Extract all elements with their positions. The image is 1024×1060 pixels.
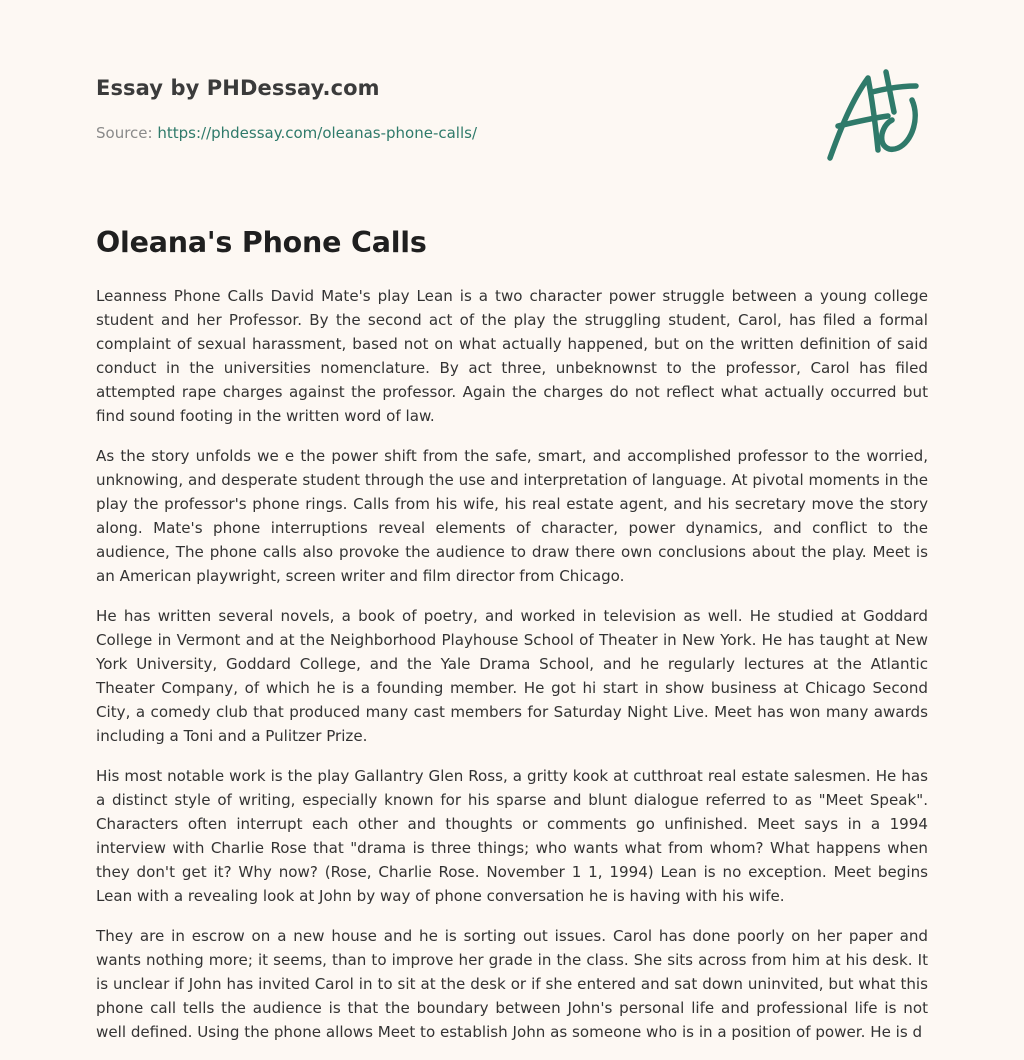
source-line bbox=[96, 124, 477, 142]
article-title: Oleana's Phone Calls bbox=[96, 226, 427, 259]
paragraph: As the story unfolds we e the power shift from the safe, smart, and accomplished professor to the worried, unknowing, and desperate student through the use and interpretation of language. At pivotal moments in the play the professor's phone rings. Calls from his wife, his real estate agent, and his secretary move the story along. Mate's phone interruptions reveal elements of character, power dynamics, and conflict to the audience, The phone calls also provoke the audience to draw there own conclusions about the play. Meet is an American playwright, screen writer and film director from Chicago. bbox=[96, 447, 928, 585]
paragraph: He has written several novels, a book of poetry, and worked in television as well. He studied at Goddard College in Vermont and at the Neighborhood Playhouse School of Theater in New York. He has taught at New York University, Goddard College, and the Yale Drama School, and he regularly lectures at the Atlantic Theater Company, of which he is a founding member. He got hi start in show business at Chicago Second City, a comedy club that produced many cast members for Saturday Night Live. Meet has won many awards including a Toni and a Pulitzer Prize. bbox=[96, 607, 928, 745]
paragraph: His most notable work is the play Gallantry Glen Ross, a gritty kook at cutthroat real estate salesmen. He has a distinct style of writing, especially known for his sparse and blunt dialogue referred to as "Meet Speak". Characters often interrupt each other and thoughts or comments go unfinished. Meet says in a 1994 interview with Charlie Rose that "drama is three things; who wants what from whom? What happens when they don't get it? Why now? (Rose, Charlie Rose. November 1 1, 1994) Lean is no exception. Meet begins Lean with a revealing look at John by way of phone conversation he is having with his wife. bbox=[96, 767, 928, 905]
a-plus-icon bbox=[818, 64, 930, 168]
site-brand: Essay by PHDessay.com bbox=[96, 76, 380, 100]
source-label: Source: bbox=[96, 124, 153, 142]
paragraph: Leanness Phone Calls David Mate's play Lean is a two character power struggle between a young college student and her Professor. By the second act of the play the struggling student, Carol, has filed a formal complaint of sexual harassment, based not on what actually happened, but on the written definition of said conduct in the universities nomenclature. By act three, unbeknownst to the professor, Carol has filed attempted rape charges against the professor. Again the charges do not reflect what actually occurred but find sound footing in the written word of law. bbox=[96, 287, 928, 425]
source-link[interactable]: https://phdessay.com/oleanas-phone-calls/ bbox=[157, 124, 478, 142]
paragraph: They are in escrow on a new house and he is sorting out issues. Carol has done poorly on her paper and wants nothing more; it seems, than to improve her grade in the class. She sits across from him at his desk. It is unclear if John has invited Carol in to sit at the desk or if she entered and sat down uninvited, but what this phone call tells the audience is that the boundary between John's personal life and professional life is not well defined. Using the phone allows Meet to establish John as someone who is in a position of power. He is d bbox=[96, 927, 928, 1041]
article-body bbox=[96, 284, 928, 1060]
